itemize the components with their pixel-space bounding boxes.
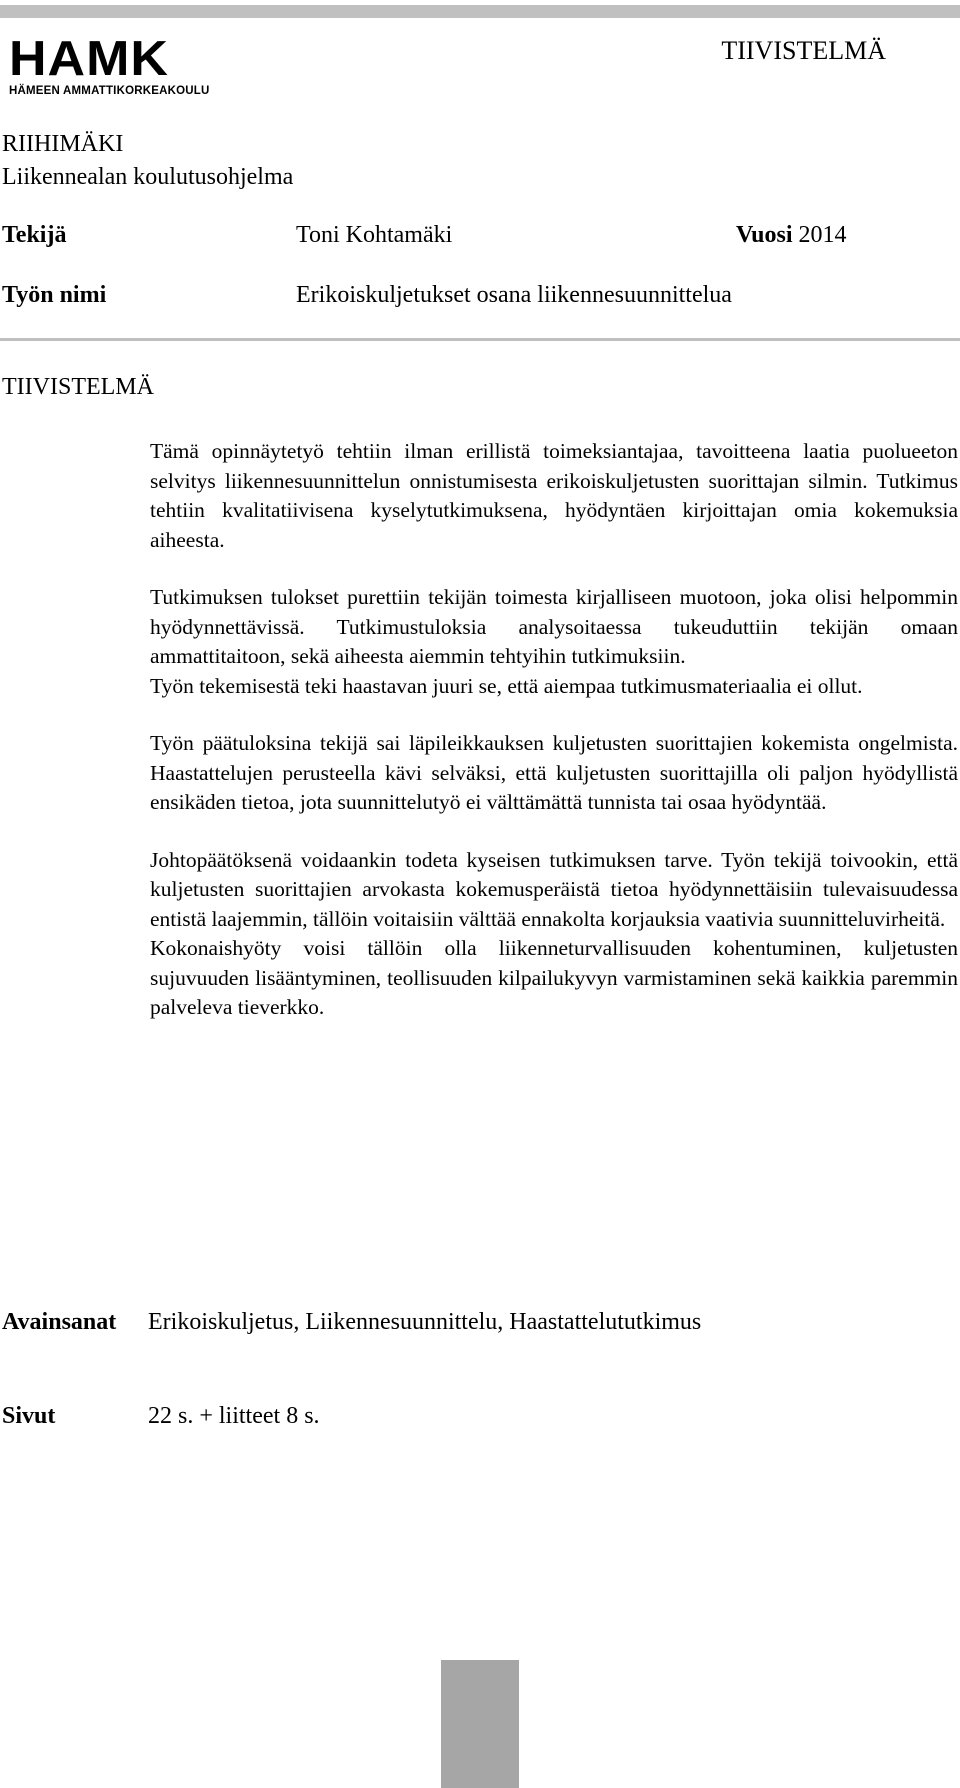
section-divider — [0, 338, 960, 341]
document-type-title: TIIVISTELMÄ — [721, 36, 886, 65]
top-divider-bar — [0, 5, 960, 18]
pages-label: Sivut — [2, 1403, 56, 1429]
thesis-title-label: Työn nimi — [2, 282, 107, 308]
pages-value: 22 s. + liitteet 8 s. — [148, 1403, 320, 1429]
abstract-paragraph: Tämä opinnäytetyö tehtiin ilman erillistä toimeksiantajaa, tavoitteena laatia puolueeton selvitys liikennesuunnittelun onnistumisesta erikoiskuljetusten suorittajan silmin. Tutkimus tehtiin kvalitatiivisena kyselytutkimuksena, hyödyntäen kirjoittajan omia kokemuksia aiheesta. — [150, 439, 958, 552]
page-footer-block — [441, 1660, 519, 1788]
logo-wordmark: HAMK — [9, 31, 169, 87]
campus-name: RIIHIMÄKI — [2, 131, 124, 157]
program-name: Liikennealan koulutusohjelma — [2, 164, 294, 190]
abstract-paragraph: Työn tekemisestä teki haastavan juuri se, että aiempaa tutkimusmateriaalia ei ollut. — [150, 673, 863, 698]
keywords-label: Avainsanat — [2, 1309, 117, 1335]
abstract-paragraph: Tutkimuksen tulokset purettiin tekijän toimesta kirjalliseen muotoon, joka olisi helpommin hyödynnettävissä. Tutkimustuloksia analysoitaessa tukeuduttiin tekijän omaan ammattitaitoon, sekä aiheesta aiemmin tehtyihin tutkimuksiin. — [150, 585, 958, 668]
keywords-row — [2, 1309, 702, 1336]
author-value: Toni Kohtamäki — [296, 222, 453, 248]
year-field — [736, 222, 846, 249]
hamk-logo — [9, 31, 244, 97]
abstract-paragraph: Johtopäätöksenä voidaankin todeta kyseisen tutkimuksen tarve. Työn tekijä toivookin, että kuljetusten suorittajien arvokasta kokemusperäistä tietoa hyödynnettäisiin tulevaisuudessa entistä laajemmin, tällöin voitaisiin välttää ennakolta korjauksia vaativia suunnitteluvirheitä. — [150, 847, 958, 931]
thesis-title-value: Erikoiskuljetukset osana liikennesuunnittelua — [296, 282, 732, 308]
logo-subtitle: HÄMEEN AMMATTIKORKEAKOULU — [9, 85, 210, 97]
abstract-paragraph: Työn päätuloksina tekijä sai läpileikkauksen kuljetusten suorittajien kokemista ongelmista. Haastattelujen perusteella kävi selväksi, että kuljetusten suorittajilla oli paljon hyödyllistä ensikäden tietoa, jota suunnittelutyö ei välttämättä tunnista tai osaa hyödyntää. — [150, 731, 958, 814]
pages-row — [2, 1403, 320, 1430]
abstract-body — [150, 437, 958, 1023]
program-info — [2, 128, 293, 194]
year-label: Vuosi — [736, 222, 793, 248]
year-value: 2014 — [798, 222, 847, 248]
abstract-paragraph: Kokonaishyöty voisi tällöin olla liikenneturvallisuuden kohentuminen, kuljetusten sujuvuuden lisääntyminen, teollisuuden kilpailukyvyn varmistaminen sekä kaikkia paremmin palveleva tieverkko. — [150, 936, 958, 1019]
author-label: Tekijä — [2, 222, 67, 248]
keywords-value: Erikoiskuljetus, Liikennesuunnittelu, Haastattelututkimus — [148, 1309, 702, 1335]
abstract-heading: TIIVISTELMÄ — [2, 374, 154, 400]
